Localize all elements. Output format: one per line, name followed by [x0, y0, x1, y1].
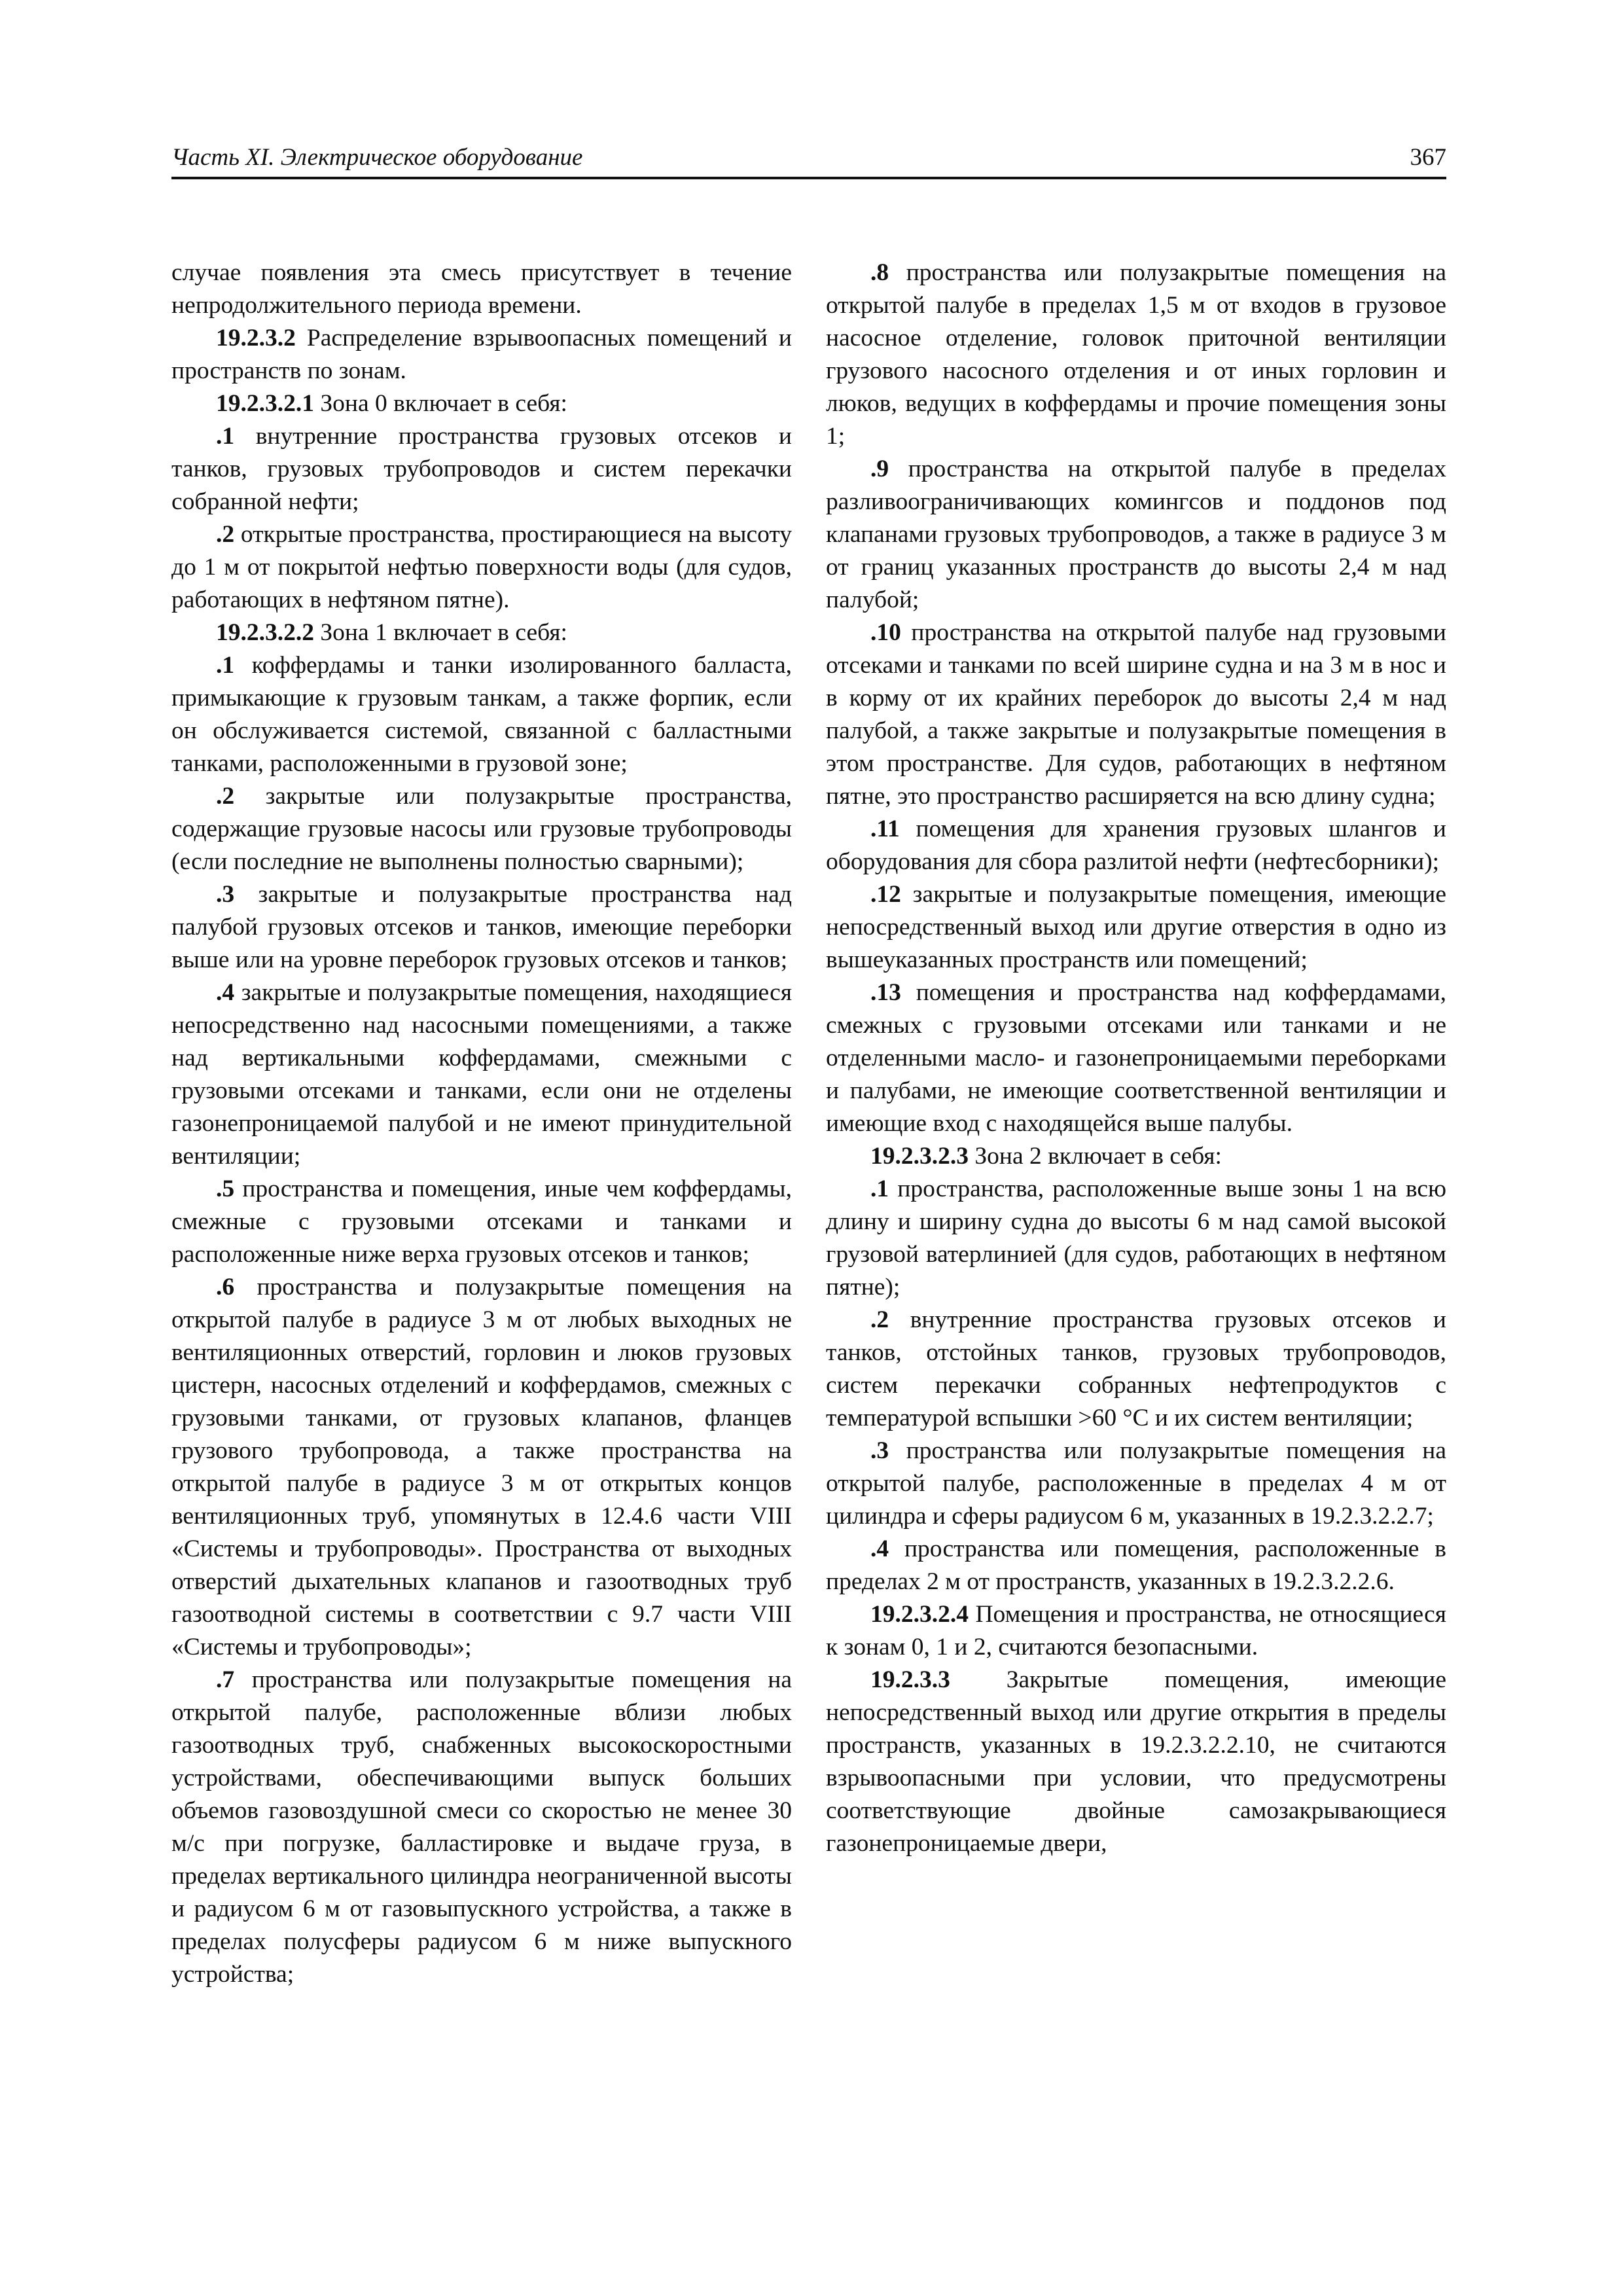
clause-number: .1 [870, 1175, 889, 1202]
paragraph [171, 1271, 792, 1664]
paragraph-text: пространства и помещения, иные чем коффердамы, смежные с грузовыми отсеками и танками и расположенные ниже верха грузовых отсеков и танков; [171, 1175, 792, 1268]
paragraph-text: Зона 0 включает в себя: [314, 390, 567, 417]
paragraph-text: пространства или полузакрытые помещения на открытой палубе, расположенные вблизи любых газоотводных труб, снабженных высокоскоростными устройствами, обеспечивающими выпуск больших объемов газовоздушной смеси со скоростью не менее 30 м/с при погрузке, балластировке и выдаче груза, в пределах вертикального цилиндра неограниченной высоты и радиусом 6 м от газовыпускного устройства, а также в пределах полусферы радиусом 6 м ниже выпускного устройства; [171, 1666, 792, 1988]
clause-number: .10 [870, 619, 901, 646]
running-header [171, 140, 1446, 179]
paragraph [171, 780, 792, 878]
paragraph [826, 1533, 1446, 1598]
page-number: 367 [1410, 144, 1446, 171]
paragraph [826, 453, 1446, 617]
paragraph-text: внутренние пространства грузовых отсеков и танков, грузовых трубопроводов и систем перекачки собранной нефти; [171, 423, 792, 515]
clause-number: .11 [870, 816, 900, 842]
clause-number: .7 [216, 1666, 235, 1693]
paragraph [171, 1173, 792, 1271]
paragraph [171, 878, 792, 977]
clause-number: .8 [870, 259, 889, 286]
paragraph-text: Закрытые помещения, имеющие непосредственный выход или другие открытия в пределы пространств, указанных в 19.2.3.2.2.10, не считаются взрывоопасными при условии, что предусмотрены соответствующие двойные самозакрывающиеся газонепроницаемые двери, [826, 1666, 1446, 1857]
paragraph-text: пространства или полузакрытые помещения на открытой палубе, расположенные в пределах 4 м от цилиндра и сферы радиусом 6 м, указанных в 19.2.3.2.2.7; [826, 1437, 1446, 1530]
paragraph-text: внутренние пространства грузовых отсеков и танков, отстойных танков, грузовых трубопроводов, систем перекачки собранных нефтепродуктов с температурой вспышки >60 °С и их систем вентиляции; [826, 1306, 1446, 1431]
paragraph [826, 1304, 1446, 1435]
paragraph-text: коффердамы и танки изолированного балласта, примыкающие к грузовым танкам, а также форпик, если он обслуживается системой, связанной с балластными танками, расположенными в грузовой зоне; [171, 652, 792, 777]
paragraph-text: Зона 1 включает в себя: [314, 619, 567, 646]
clause-number: .12 [870, 881, 901, 908]
left-text-column [171, 257, 792, 1991]
paragraph [826, 977, 1446, 1140]
paragraph-text: помещения для хранения грузовых шлангов и оборудования для сбора разлитой нефти (нефтесборники); [826, 816, 1446, 875]
clause-number: .5 [216, 1175, 235, 1202]
paragraph-text: закрытые или полузакрытые пространства, содержащие грузовые насосы или грузовые трубопроводы (если последние не выполнены полностью сварными); [171, 783, 792, 875]
paragraph-text: пространства на открытой палубе над грузовыми отсеками и танками по всей ширине судна и на 3 м в нос и в корму от их крайних переборок до высоты 2,4 м над палубой, а также закрытые и полузакрытые помещения в этом пространстве. Для судов, работающих в нефтяном пятне, это пространство расширяется на всю длину судна; [826, 619, 1446, 810]
clause-number: .4 [870, 1535, 889, 1562]
paragraph-text: случае появления эта смесь присутствует в течение непродолжительного периода времени. [171, 259, 792, 319]
clause-number: .2 [870, 1306, 889, 1333]
clause-number: .13 [870, 979, 901, 1006]
clause-number: .3 [870, 1437, 889, 1464]
paragraph [826, 1598, 1446, 1664]
paragraph [171, 518, 792, 617]
paragraph [171, 257, 792, 322]
clause-number: .6 [216, 1274, 235, 1300]
paragraph [171, 617, 792, 649]
paragraph-text: пространства на открытой палубе в пределах разливоограничивающих комингсов и поддонов под клапанами грузовых трубопроводов, а также в радиусе 3 м от границ указанных пространств до высоты 2,4 м над палубой; [826, 456, 1446, 613]
section-title: Часть XI. Электрическое оборудование [171, 144, 583, 171]
paragraph [826, 617, 1446, 813]
paragraph [826, 1435, 1446, 1533]
clause-number: 19.2.3.2.4 [870, 1601, 969, 1628]
paragraph-text: пространства и полузакрытые помещения на открытой палубе в радиусе 3 м от любых выходных не вентиляционных отверстий, горловин и люков грузовых цистерн, насосных отделений и коффердамов, смежных с грузовыми танками, от грузовых клапанов, фланцев грузового трубопровода, а также пространства на открытой палубе в радиусе 3 м от открытых концов вентиляционных труб, упомянутых в 12.4.6 части VIII «Системы и трубопроводы». Пространства от выходных отверстий дыхательных клапанов и газоотводных труб газоотводной системы в соответствии с 9.7 части VIII «Системы и трубопроводы»; [171, 1274, 792, 1660]
paragraph [826, 257, 1446, 453]
clause-number: .3 [216, 881, 235, 908]
paragraph [171, 649, 792, 780]
clause-number: 19.2.3.2.3 [870, 1143, 969, 1170]
clause-number: .1 [216, 423, 235, 450]
clause-number: .2 [216, 783, 235, 810]
paragraph-text: закрытые и полузакрытые пространства над палубой грузовых отсеков и танков, имеющие переборки выше или на уровне переборок грузовых отсеков и танков; [171, 881, 792, 973]
paragraph [826, 1664, 1446, 1860]
paragraph [171, 977, 792, 1173]
clause-number: .1 [216, 652, 235, 679]
clause-number: 19.2.3.2 [216, 325, 296, 351]
right-text-column [826, 257, 1446, 1860]
paragraph-text: пространства или полузакрытые помещения на открытой палубе в пределах 1,5 м от входов в грузовое насосное отделение, головок приточной вентиляции грузового насосного отделения и от иных горловин и люков, ведущих в коффердамы и прочие помещения зоны 1; [826, 259, 1446, 450]
paragraph-text: Зона 2 включает в себя: [969, 1143, 1222, 1170]
clause-number: .4 [216, 979, 235, 1006]
paragraph-text: пространства, расположенные выше зоны 1 на всю длину и ширину судна до высоты 6 м над самой высокой грузовой ватерлинией (для судов, работающих в нефтяном пятне); [826, 1175, 1446, 1300]
paragraph-text: помещения и пространства над коффердамами, смежных с грузовыми отсеками или танками и не отделенными масло- и газонепроницаемыми переборками и палубами, не имеющие соответственной вентиляции и имеющие вход с находящейся выше палубы. [826, 979, 1446, 1137]
clause-number: 19.2.3.2.2 [216, 619, 314, 646]
paragraph [171, 387, 792, 420]
paragraph [826, 878, 1446, 977]
paragraph [171, 322, 792, 387]
paragraph [171, 1664, 792, 1991]
paragraph-text: Распределение взрывоопасных помещений и пространств по зонам. [171, 325, 792, 384]
clause-number: 19.2.3.2.1 [216, 390, 314, 417]
clause-number: .2 [216, 521, 235, 548]
paragraph [826, 1173, 1446, 1304]
paragraph-text: открытые пространства, простирающиеся на высоту до 1 м от покрытой нефтью поверхности воды (для судов, работающих в нефтяном пятне). [171, 521, 792, 613]
clause-number: 19.2.3.3 [870, 1666, 950, 1693]
paragraph-text: Помещения и пространства, не относящиеся к зонам 0, 1 и 2, считаются безопасными. [826, 1601, 1446, 1660]
paragraph [826, 813, 1446, 878]
paragraph-text: пространства или помещения, расположенные в пределах 2 м от пространств, указанных в 19.2.3.2.2.6. [826, 1535, 1446, 1595]
paragraph-text: закрытые и полузакрытые помещения, находящиеся непосредственно над насосными помещениями, а также над вертикальными коффердамами, смежными с грузовыми отсеками и танками, если они не отделены газонепроницаемой палубой и не имеют принудительной вентиляции; [171, 979, 792, 1170]
clause-number: .9 [870, 456, 889, 482]
paragraph [826, 1140, 1446, 1173]
paragraph [171, 420, 792, 518]
paragraph-text: закрытые и полузакрытые помещения, имеющие непосредственный выход или другие отверстия в одно из вышеуказанных пространств или помещений; [826, 881, 1446, 973]
